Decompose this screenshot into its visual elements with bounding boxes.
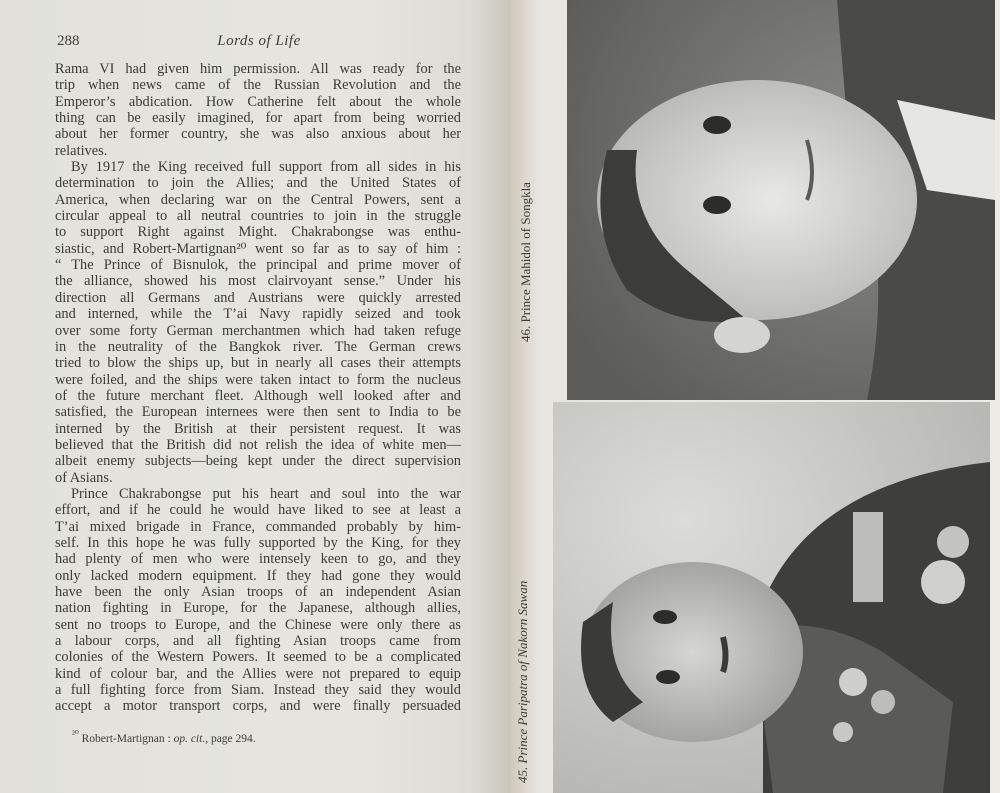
page-number: 288 [57, 33, 80, 49]
text-line: relatives. [55, 142, 108, 159]
text-line: circular appeal to all neutral countries to join in the struggle [55, 208, 461, 225]
footnote-marker: ²⁰ [72, 729, 79, 740]
text-line: Rama VI had given him permission. All was ready for the [55, 61, 461, 77]
text-line: only lacked modern equipment. If they had gone they would [55, 567, 461, 584]
portrait-photo-prince-mahidol [567, 0, 995, 400]
running-title: Lords of Life [217, 33, 301, 49]
running-head [57, 33, 461, 51]
footnote-page: page 294. [210, 732, 256, 745]
text-line: self. In this hope he was fully supported by the King, for they [55, 534, 461, 551]
text-line: accept a motor transport corps, and were finally persuaded [55, 698, 461, 715]
text-line: Prince Chakrabongse put his heart and soul into the war [71, 485, 461, 502]
text-line: direction all Germans and Austrians were quickly arrested [55, 289, 461, 306]
text-line: nation fighting in Europe, for the Japanese, although allies, [55, 600, 461, 617]
text-line: the alliance, showed his most clairvoyant sense.” Under his [55, 273, 461, 290]
text-line: of Asians. [55, 469, 113, 486]
text-line: a labour corps, and all fighting Asian troops came from [55, 633, 461, 650]
text-line: were foiled, and the ships were taken intact to form the nucleus [55, 371, 461, 388]
text-line: in the neutrality of the Bangkok river. The German crews [55, 338, 461, 355]
text-line: colonies of the Western Powers. It seemed to be a complicated [55, 649, 461, 666]
text-line: have been the only Asian troops of an independent Asian [55, 584, 461, 600]
photo-caption-46: 46. Prince Mahidol of Songkla [518, 182, 533, 342]
text-line: satisfied, the European internees were then sent to India to be [55, 404, 461, 421]
text-line: over some forty German merchantmen which had taken refuge [55, 322, 461, 339]
text-line: thing can be easily imagined, for apart from being worried [55, 110, 461, 127]
portrait-photo-prince-paripatra [553, 402, 990, 793]
text-line: America, when declaring war on the Central Powers, sent a [55, 191, 461, 208]
footnote-ref: op. cit., [173, 732, 209, 745]
text-line: tried to blow the ships up, but in nearly all cases their attempts [55, 355, 461, 372]
text-line: of the future merchant fleet. Although well looked after and [55, 387, 461, 404]
text-line: a full fighting force from Siam. Instead they said they would [55, 682, 461, 699]
text-line: and interned, while the T’ai Navy rapidly seized and took [55, 306, 461, 323]
text-line: “ The Prince of Bisnulok, the principal and prime mover of [55, 257, 461, 274]
text-line: determination to join the Allies; and the United States of [55, 175, 461, 192]
text-line: trip when news came of the Russian Revolution and the [55, 77, 461, 94]
text-line: effort, and if he could he would have liked to see at least a [55, 502, 461, 519]
text-line: interned by the British at their persistent request. It was [55, 420, 461, 437]
text-line: about her former country, she was also anxious about her [55, 126, 461, 143]
text-line: believed that the British did not relish the idea of white men— [55, 436, 461, 453]
text-line: Emperor’s abdication. How Catherine felt about the whole [55, 93, 461, 110]
photo-caption-45: 45. Prince Paripatra of Nakorn Sawan [515, 580, 530, 783]
body-text [55, 61, 461, 715]
text-line: to support Right against Might. Chakrabongse was enthu- [55, 224, 461, 241]
text-line: siastic, and Robert-Martignan²⁰ went so far as to say of him : [55, 240, 461, 257]
text-line: kind of colour bar, and the Allies were not prepared to equip [55, 665, 461, 682]
text-line: sent no troops to Europe, and the Chinese were only there as [55, 616, 461, 633]
text-line: By 1917 the King received full support from all sides in his [71, 159, 461, 176]
footnote [72, 729, 256, 745]
text-line: had plenty of men who were intensely keen to go, and they [55, 551, 461, 568]
footnote-author: Robert-Martignan : [81, 732, 171, 745]
text-line: T’ai mixed brigade in France, commanded probably by him- [55, 518, 461, 535]
text-line: albeit enemy subjects—being kept under the direct supervision [55, 453, 461, 470]
